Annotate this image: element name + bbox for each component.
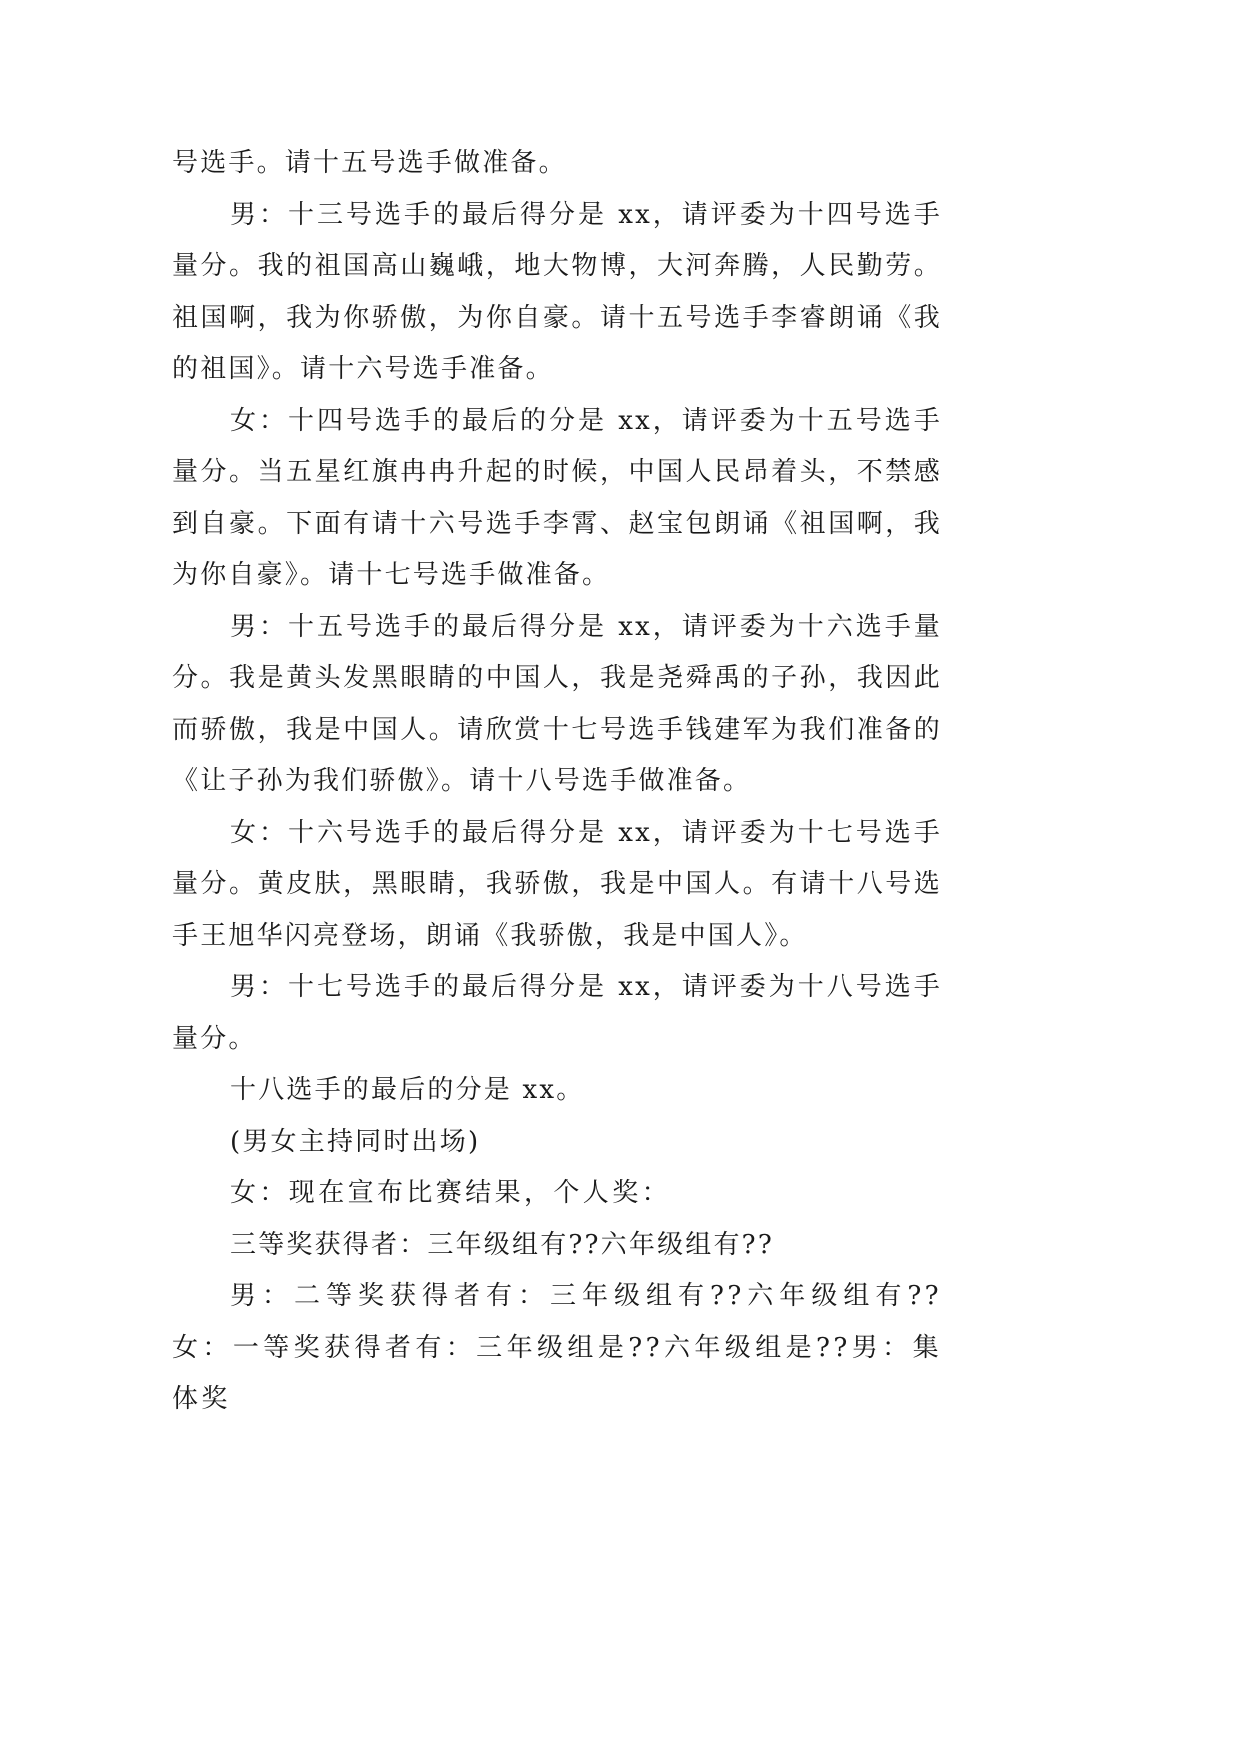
paragraph-score-18: 十八选手的最后的分是 xx。	[230, 1075, 585, 1105]
paragraph-female-host-16: 女：十六号选手的最后得分是 xx，请评委为十七号选手量分。黄皮肤，黑眼睛，我骄傲，我是中国人。有请十八号选手王旭华闪亮登场，朗诵《我骄傲，我是中国人》。	[172, 817, 942, 951]
paragraph-stage-direction: (男女主持同时出场)	[230, 1126, 481, 1157]
document-body	[172, 138, 942, 1426]
paragraph-second-first-prize: 男：二等奖获得者有：三年级组有??六年级组有??女：一等奖获得者有：三年级组是??六年级组是??男：集体奖	[172, 1281, 942, 1414]
paragraph-male-host-13: 男：十三号选手的最后得分是 xx，请评委为十四号选手量分。我的祖国高山巍峨，地大物博，大河奔腾，人民勤劳。祖国啊，我为你骄傲，为你自豪。请十五号选手李睿朗诵《我的祖国》。请十六号选手准备。	[172, 199, 942, 384]
paragraph-male-host-17: 男：十七号选手的最后得分是 xx，请评委为十八号选手量分。	[172, 972, 942, 1054]
paragraph-female-host-14: 女：十四号选手的最后的分是 xx，请评委为十五号选手量分。当五星红旗冉冉升起的时候，中国人民昂着头，不禁感到自豪。下面有请十六号选手李霄、赵宝包朗诵《祖国啊，我为你自豪》。请十七号选手做准备。	[172, 405, 942, 590]
paragraph-results-announcement: 女：现在宣布比赛结果，个人奖：	[230, 1178, 672, 1208]
paragraph-male-host-15: 男：十五号选手的最后得分是 xx，请评委为十六选手量分。我是黄头发黑眼睛的中国人，我是尧舜禹的子孙，我因此而骄傲，我是中国人。请欣赏十七号选手钱建军为我们准备的《让子孙为我们骄傲》。请十八号选手做准备。	[172, 611, 942, 796]
paragraph-continuation: 号选手。请十五号选手做准备。	[172, 148, 567, 178]
paragraph-third-prize: 三等奖获得者：三年级组有??六年级组有??	[230, 1229, 774, 1260]
